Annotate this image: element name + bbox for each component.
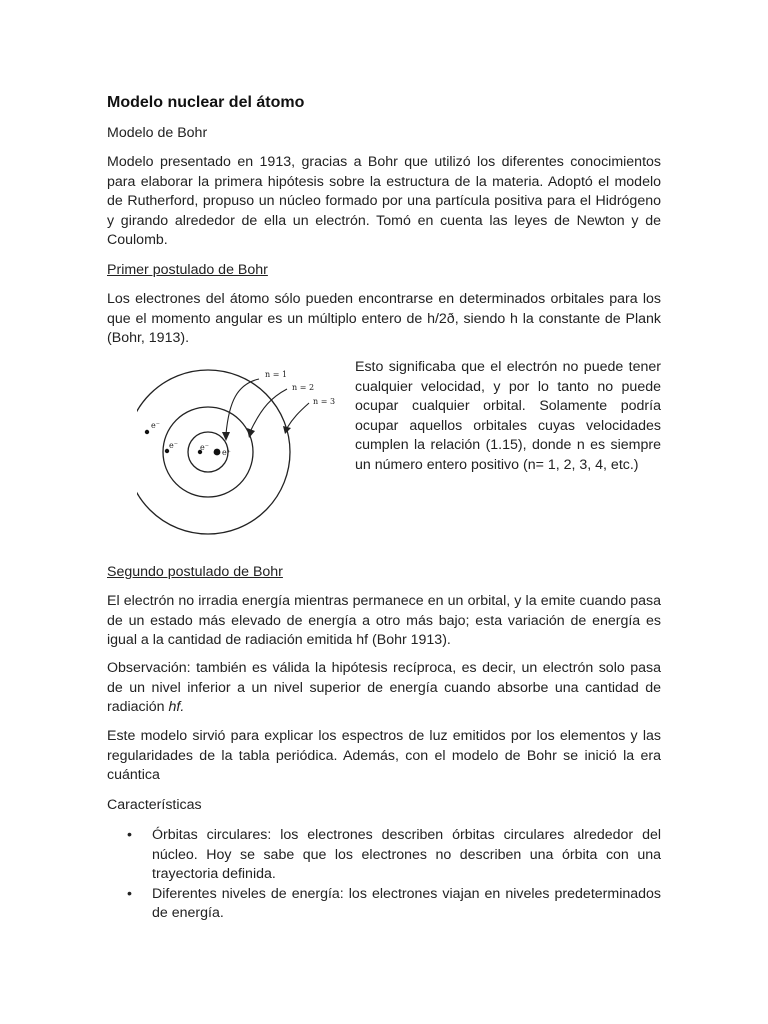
modelo-paragraph: Este modelo sirvió para explicar los espectros de luz emitidos por los elementos y las regularidades de la tabla periódica. Además, con el modelo de Bohr se inició la era cuántica: [107, 728, 661, 784]
caracteristicas-list: [107, 826, 661, 924]
subtitle: Modelo de Bohr: [107, 125, 208, 141]
observacion-paragraph: [107, 659, 661, 718]
electron-inner-label: e⁻: [200, 443, 209, 452]
list-item: [107, 826, 661, 885]
bohr-atom-diagram: [137, 362, 347, 537]
observacion-italic: hf.: [168, 699, 185, 716]
list-item-text: Diferentes niveles de energía: los electrones viajan en niveles predeterminados de energía.: [152, 885, 661, 922]
electron-outer-dot: [145, 430, 149, 434]
intro-paragraph: Modelo presentado en 1913, gracias a Bohr que utilizó los diferentes conocimientos para elaborar la primera hipótesis sobre la estructura de la materia. Adoptó el modelo de Rutherford, propuso un núcleo formado por una partícula positiva para el Hidrógeno y girando alrededor de ella un electrón. Tomó en cuenta las leyes de Newton y de Coulomb.: [107, 154, 661, 249]
section-heading-postulado-1: Primer postulado de Bohr: [107, 262, 268, 278]
list-item-text: Órbitas circulares: los electrones describen órbitas circulares alrededor del núcleo. Hoy se sabe que los electrones no describen una órbita con una trayectoria definida.: [152, 827, 661, 883]
postulado-1-paragraph: Los electrones del átomo sólo pueden encontrarse en determinados orbitales para los que el momento angular es un múltiplo entero de h/2ð, siendo h la constante de Plank (Bohr, 1913).: [107, 291, 661, 347]
electron-middle-label: e⁻: [169, 441, 178, 450]
orbit-n2: [163, 407, 253, 497]
arrowhead-n2: [247, 428, 255, 438]
bullet-icon: •: [127, 885, 132, 902]
page-title: Modelo nuclear del átomo: [107, 94, 305, 111]
caracteristicas-heading: Características: [107, 797, 202, 813]
electron-outer-label: e⁻: [151, 421, 160, 430]
section-heading-postulado-2: Segundo postulado de Bohr: [107, 564, 283, 580]
label-n2: n = 2: [292, 383, 315, 392]
nucleus-dot: [214, 449, 221, 456]
bohr-atom-figure: [137, 362, 347, 537]
label-n3: n = 3: [313, 397, 336, 406]
observacion-text: Observación: también es válida la hipótesis recíproca, es decir, un electrón solo pasa de un nivel inferior a un nivel superior de energía cuando absorbe una cantidad de radiación: [107, 660, 661, 716]
arrowhead-n3: [283, 426, 291, 434]
nucleus-label: e⁺: [222, 448, 231, 457]
arrow-n3: [287, 403, 309, 428]
orbit-n3: [137, 370, 290, 534]
list-item: [107, 885, 661, 924]
postulado-1-side-paragraph: Esto significaba que el electrón no puede tener cualquier velocidad, y por lo tanto no puede ocupar cualquier orbital. Solamente podría ocupar aquellos orbitales cuyas velocidades cumplen la relación (1.15), donde n es siempre un número entero positivo (n= 1, 2, 3, 4, etc.): [355, 359, 661, 473]
arrow-n1: [226, 379, 259, 434]
label-n1: n = 1: [265, 370, 288, 379]
arrow-n2: [251, 389, 287, 430]
bullet-icon: •: [127, 827, 132, 843]
postulado-2-paragraph: El electrón no irradia energía mientras permanece en un orbital, y la emite cuando pasa de un estado más elevado de energía a otro más bajo; esta variación de energía es igual a la cantidad de radiación emitida hf (Bohr 1913).: [107, 593, 661, 649]
